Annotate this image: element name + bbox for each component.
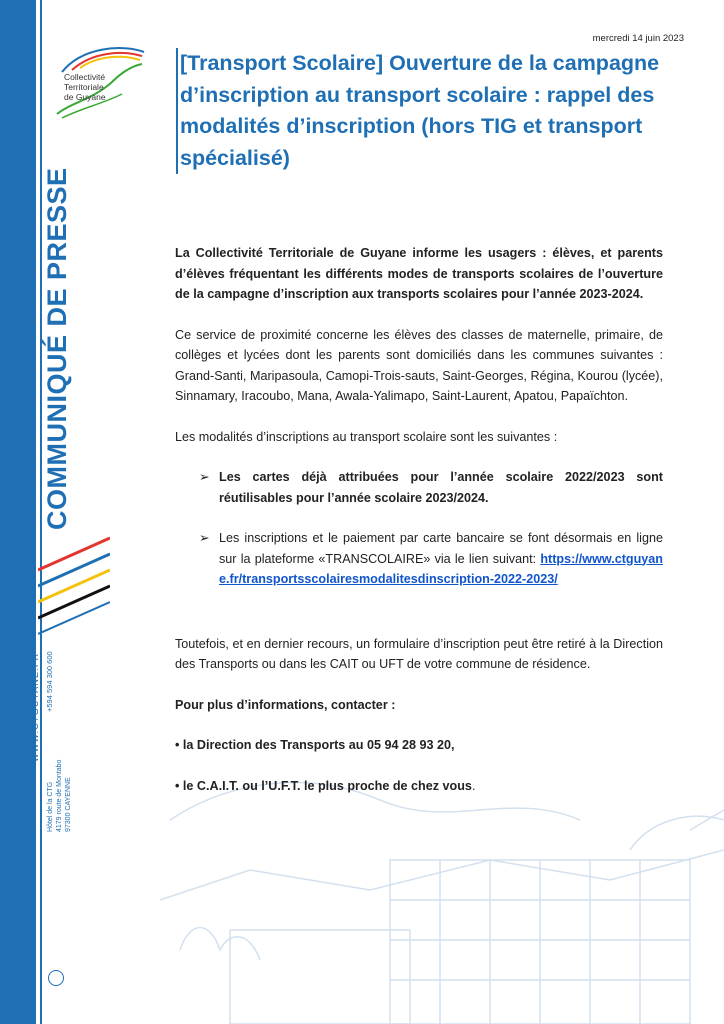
list-item: [199, 467, 663, 508]
page-title: [Transport Scolaire] Ouverture de la campagne d’inscription au transport scolaire : rappel des modalités d’inscription (hors TIG et transport spécialisé): [180, 51, 660, 170]
website-text[interactable]: WWW.CTGUYANE.FR: [30, 652, 40, 762]
contact-line-2: le C.A.I.T. ou l’U.F.T. le plus proche de chez vous: [182, 778, 472, 793]
communique-title: COMMUNIQUÉ DE PRESSE: [42, 167, 72, 530]
bullet-text-1: Les cartes déjà attribuées pour l’année scolaire 2022/2023 sont réutilisables pour l’année scolaire 2023/2024.: [219, 470, 663, 505]
logo-line3: de Guyane: [64, 92, 106, 102]
publication-date: mercredi 14 juin 2023: [592, 33, 684, 44]
logo-line2: Territoriale: [64, 82, 104, 92]
arrow-bullet-icon: ➢: [199, 470, 210, 484]
press-body: La Collectivité Territoriale de Guyane informe les usagers : élèves, et parents d’élèves fréquentant les différents modes de transports scolaires de l’ouverture de la campagne d’inscription aux transports scolaires pour l’année 2023-2024. Ce service de proximité concerne les élèves des classes de maternelle, primaire, de collèges et lycées dont les parents sont domiciliés dans les communes suivantes : Grand-Santi, Maripasoula, Camopi-Trois-sauts, Saint-Georges, Régina, Kourou (lycée), Sinnamary, Iracoubo, Mana, Awala-Yalimapo, Saint-Laurent, Apatou, Papaïchton. Les modalités d’inscriptions au transport scolaire sont les suivantes : ➢ Les cartes déjà attribuées pour l’année scolaire 2022/2023 sont réutilisables pour l’année scolaire 2023/2024. ➢ Les inscriptions et le paiement par carte bancaire se font désormais en ligne sur la plateforme «TRANSCOLAIRE» via le lien suivant: https://www.ctguyane.fr/transportsscolairesmodalitesdinscription-2022-2023/ Toutefois, et en dernier recours, un formulaire d’inscription peut être retiré à la Direction des Transports ou dans les CAIT ou UFT de votre commune de résidence. Pour plus d’informations, contacter : • la Direction des Transports au 05 94 28 93 20, • le C.A.I.T. ou l’U.F.T. le plus proche de chez vous.: [175, 246, 663, 793]
address-line3: 97300 CAYENNE: [65, 777, 72, 832]
address-line1: Hôtel de la CTG: [47, 781, 54, 832]
communes-paragraph: Ce service de proximité concerne les élèves des classes de maternelle, primaire, de collèges et lycées dont les parents sont domiciliés dans les communes suivantes : Grand-Santi, Maripasoula, Camopi-Trois-sauts, Saint-Georges, Régina, Kourou (lycée), Sinnamary, Iracoubo, Mana, Awala-Yalimapo, Saint-Laurent, Apatou, Papaïchton.: [175, 327, 663, 403]
contact-line-1: la Direction des Transports au 05 94 28 93 20,: [182, 738, 455, 752]
modalites-paragraph: Les modalités d’inscriptions au transport scolaire sont les suivantes :: [175, 429, 558, 444]
transcolaire-link[interactable]: https://www.ctguyane.fr/transportsscolairesmodalitesdinscription-2022-2023/: [219, 551, 663, 586]
color-stripes-icon: [38, 530, 110, 640]
intro-paragraph: La Collectivité Territoriale de Guyane informe les usagers : élèves, et parents d’élèves fréquentant les différents modes de transports scolaires de l’ouverture de la campagne d’inscription aux transports scolaires pour l’année 2023-2024.: [175, 246, 663, 301]
speaker-icon: [48, 970, 64, 986]
logo-text: [64, 72, 106, 102]
recours-paragraph: Toutefois, et en dernier recours, un formulaire d’inscription peut être retiré à la Direction des Transports ou dans les CAIT ou UFT de votre commune de résidence.: [175, 636, 663, 671]
contact-line-end: .: [471, 778, 476, 793]
address-line2: 4179 route de Montabo: [56, 759, 63, 832]
contact-heading: Pour plus d’informations, contacter :: [175, 697, 396, 712]
phone-text: +594 594 300 600: [45, 651, 54, 712]
address-block: [46, 732, 73, 832]
bullet-text-2: Les inscriptions et le paiement par carte bancaire se font désormais en ligne sur la plateforme «TRANSCOLAIRE» via le lien suivant:: [219, 531, 663, 566]
list-item: [199, 528, 663, 590]
arrow-bullet-icon: ➢: [199, 531, 210, 545]
press-heading: [176, 48, 700, 174]
sidebar-band: [0, 0, 36, 1024]
logo-line1: Collectivité: [64, 72, 106, 82]
